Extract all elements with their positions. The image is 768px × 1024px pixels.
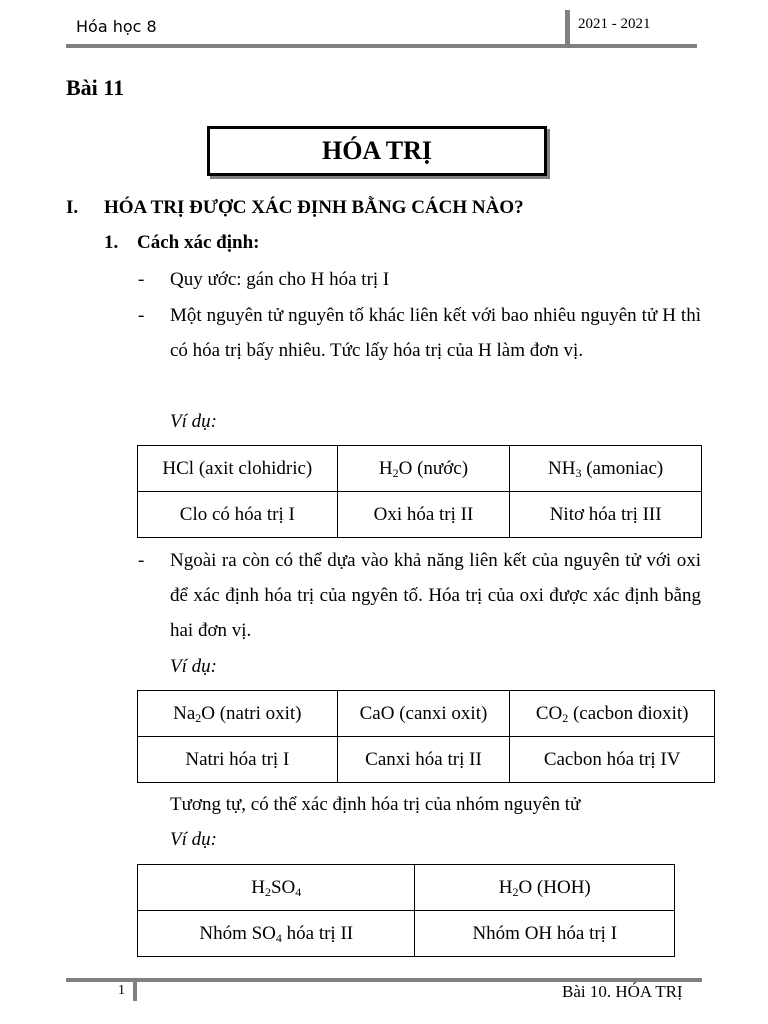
subsection-text: Cách xác định: xyxy=(137,232,260,253)
example-label: Ví dụ: xyxy=(170,411,217,432)
table-row xyxy=(138,691,715,737)
table-cell: CaO (canxi oxit) xyxy=(337,691,510,737)
bullet-convention: Quy ước: gán cho H hóa trị I xyxy=(170,269,390,290)
table-cell: HCl (axit clohidric) xyxy=(138,446,338,492)
footer-divider xyxy=(133,981,137,1001)
table-cell: Nhóm $SO_4$ hóa trị II xyxy=(138,911,415,957)
lesson-number: Bài 11 xyxy=(66,75,125,100)
header-subject: Hóa học 8 xyxy=(76,17,157,36)
header-divider xyxy=(565,10,570,45)
table-cell: $Na_2O$ (natri oxit) xyxy=(138,691,338,737)
group-text: Tương tự, có thể xác định hóa trị của nhóm nguyên tử xyxy=(170,794,581,815)
table-cell: $H_2O$ (HOH) xyxy=(415,865,675,911)
page-number: 1 xyxy=(118,983,125,998)
table-row xyxy=(138,911,675,957)
section-heading xyxy=(66,197,524,219)
bullet-oxygen: Ngoài ra còn có thể dựa vào khả năng liên kết của nguyên tử với oxi để xác định hóa trị của ngyên tố. Hóa trị của oxi được xác định bằng hai đơn vị. xyxy=(170,550,701,641)
bullet-dash: - xyxy=(138,269,145,290)
table-cell: Nhóm OH hóa trị I xyxy=(415,911,675,957)
table-cell: Canxi hóa trị II xyxy=(337,737,510,783)
table-row xyxy=(138,446,702,492)
table-cell: Cacbon hóa trị IV xyxy=(510,737,715,783)
bullet-definition: Một nguyên tử nguyên tố khác liên kết với bao nhiêu nguyên tử H thì có hóa trị bấy nhiêu. Tức lấy hóa trị của H làm đơn vị. xyxy=(170,305,701,361)
example-table-groups xyxy=(137,864,675,957)
table-cell: Natri hóa trị I xyxy=(138,737,338,783)
subsection-number: 1. xyxy=(104,232,119,253)
title-box xyxy=(207,126,547,176)
example-label: Ví dụ: xyxy=(170,656,217,677)
section-text: HÓA TRỊ ĐƯỢC XÁC ĐỊNH BẰNG CÁCH NÀO? xyxy=(104,197,524,218)
example-table-hydrogen xyxy=(137,445,702,538)
example-table-oxides xyxy=(137,690,715,783)
table-row xyxy=(138,492,702,538)
table-cell: Oxi hóa trị II xyxy=(337,492,510,538)
table-row xyxy=(138,737,715,783)
section-number: I. xyxy=(66,197,79,218)
table-cell: $H_2SO_4$ xyxy=(138,865,415,911)
table-cell: $NH_3$ (amoniac) xyxy=(510,446,702,492)
table-cell: $H_2O$ (nước) xyxy=(337,446,510,492)
example-label: Ví dụ: xyxy=(170,829,217,850)
table-cell: Clo có hóa trị I xyxy=(138,492,338,538)
footer-lesson-title: Bài 10. HÓA TRỊ xyxy=(562,982,683,1001)
table-row xyxy=(138,865,675,911)
header-rule xyxy=(66,44,697,48)
bullet-dash: - xyxy=(138,305,145,326)
header-year: 2021 - 2021 xyxy=(578,16,651,32)
subsection-heading xyxy=(104,232,259,254)
table-cell: Nitơ hóa trị III xyxy=(510,492,702,538)
page-title: HÓA TRỊ xyxy=(321,136,433,165)
table-cell: $CO_2$ (cacbon đioxit) xyxy=(510,691,715,737)
bullet-dash: - xyxy=(138,550,145,571)
